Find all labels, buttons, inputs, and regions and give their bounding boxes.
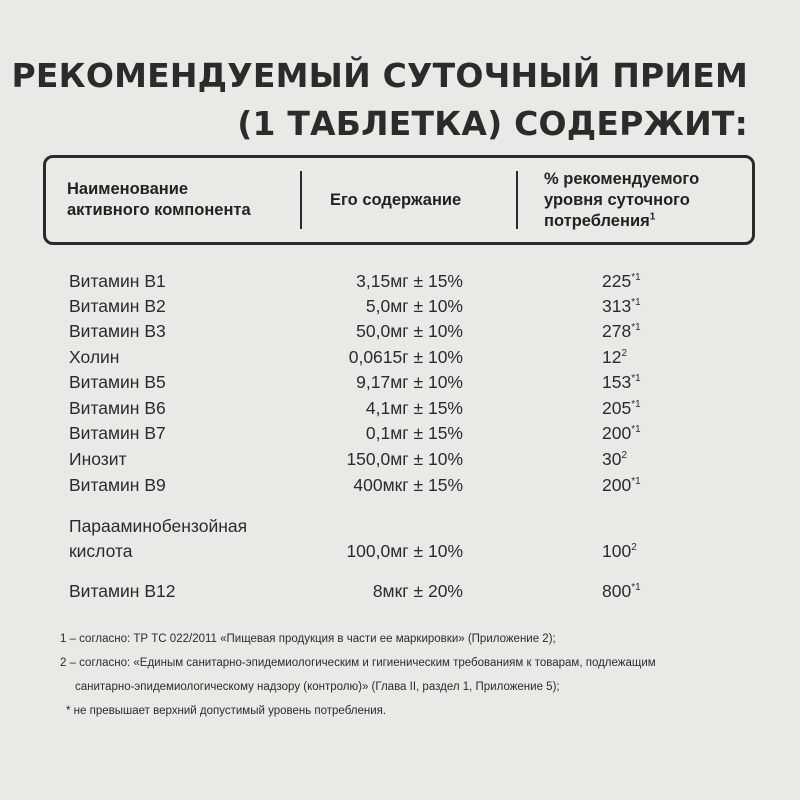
- header-name: [67, 158, 307, 242]
- row-amount: 9,17мг ± 10%: [356, 372, 463, 392]
- row-amount: 5,0мг ± 10%: [365, 296, 463, 316]
- footnote-2-cont: санитарно-эпидемиологическому надзору (контролю)» (Глава II, раздел 1, Приложение 5);: [75, 681, 560, 693]
- row-percent: $30^2$: [602, 449, 628, 469]
- header-percent: [544, 158, 754, 242]
- footnote-1: 1 – согласно: ТР ТС 022/2011 «Пищевая продукция в части ее маркировки» (Приложение 2);: [60, 633, 556, 645]
- row-percent: 278$^{*1}$: [602, 321, 641, 341]
- header-pct-line-2: уровня суточного: [544, 190, 690, 209]
- row-percent: 225$^{*1}$: [602, 271, 641, 291]
- row-name: Витамин В12: [69, 581, 176, 601]
- header-name-line-1: Наименование: [67, 180, 189, 198]
- row-name: Инозит: [69, 449, 127, 469]
- row-name: Витамин В2: [69, 296, 166, 316]
- row-name: Витамин В7: [69, 423, 166, 443]
- header-divider: [300, 171, 302, 229]
- row-name: Витамин В9: [69, 475, 166, 495]
- row-amount: 0,1мг ± 15%: [365, 423, 463, 443]
- header-pct-line-3: потребления$^1$: [544, 211, 656, 230]
- header-pct-line-1: % рекомендуемого: [544, 169, 700, 188]
- row-percent: 153$^{*1}$: [602, 372, 641, 392]
- row-amount: 4,1мг ± 15%: [365, 398, 463, 418]
- row-percent: 205$^{*1}$: [602, 398, 641, 418]
- row-name: Витамин В5: [69, 372, 166, 392]
- header-name-line-2: активного компонента: [67, 201, 251, 219]
- row-percent: 200$^{*1}$: [602, 475, 641, 495]
- row-amount: 150,0мг ± 10%: [346, 449, 463, 469]
- header-amount: Его содержание: [330, 190, 462, 209]
- row-amount: 0,0615г ± 10%: [348, 347, 463, 367]
- row-percent: $100^2$: [602, 541, 637, 561]
- row-percent: $12^2$: [602, 347, 628, 367]
- row-amount: 8мкг ± 20%: [372, 581, 463, 601]
- row-name: кислота: [69, 541, 133, 561]
- title-line-2: (1 ТАБЛЕТКА) СОДЕРЖИТ:: [237, 104, 748, 143]
- row-name: Витамин В3: [69, 321, 166, 341]
- row-name: Холин: [69, 347, 120, 367]
- row-name: Витамин В1: [69, 271, 166, 291]
- footnote-3: * не превышает верхний допустимый уровень потребления.: [66, 705, 387, 717]
- title-line-1: РЕКОМЕНДУЕМЫЙ СУТОЧНЫЙ ПРИЕМ: [11, 56, 748, 95]
- row-amount: 3,15мг ± 15%: [356, 271, 463, 291]
- row-percent: 800$^{*1}$: [602, 581, 641, 601]
- header-divider: [516, 171, 518, 229]
- row-name: Парааминобензойная: [69, 516, 248, 536]
- row-amount: 400мкг ± 15%: [353, 475, 463, 495]
- table-header: [43, 155, 755, 245]
- page-title: [12, 52, 748, 148]
- row-amount: 50,0мг ± 10%: [356, 321, 463, 341]
- row-name: Витамин В6: [69, 398, 166, 418]
- footnote-2: 2 – согласно: «Единым санитарно-эпидемиологическим и гигиеническим требованиям к товарам, подлежащим: [60, 657, 656, 669]
- row-percent: 200$^{*1}$: [602, 423, 641, 443]
- row-amount: 100,0мг ± 10%: [346, 541, 463, 561]
- row-percent: 313$^{*1}$: [602, 296, 641, 316]
